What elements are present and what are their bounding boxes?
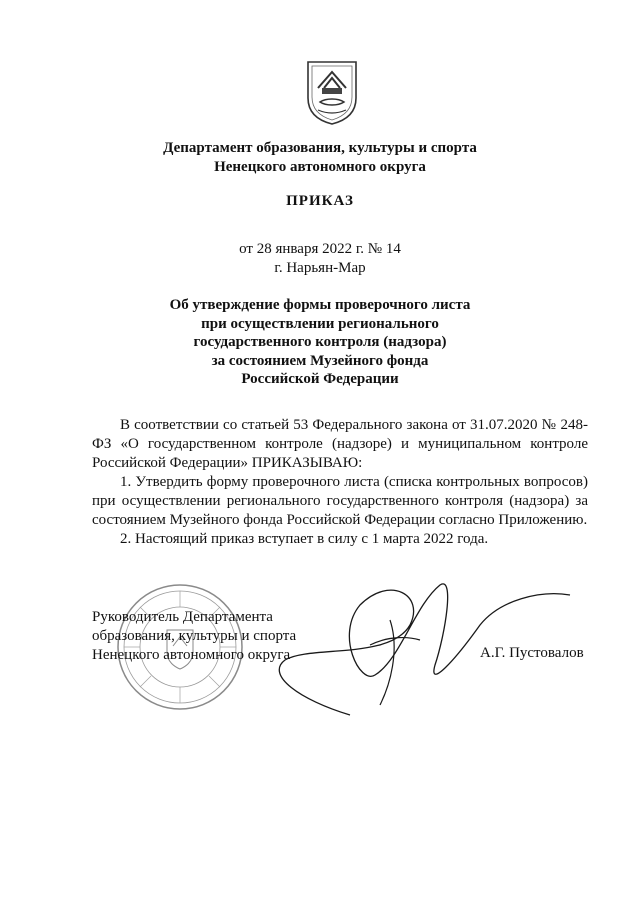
position-line-1: Руководитель Департамента bbox=[92, 609, 273, 625]
department-name bbox=[0, 139, 640, 177]
department-line-1: Департамент образования, культуры и спорта bbox=[163, 140, 477, 156]
handwritten-signature-icon bbox=[240, 565, 620, 725]
signer-name: А.Г. Пустовалов bbox=[480, 645, 584, 661]
subject-line-5: Российской Федерации bbox=[241, 371, 399, 387]
body-paragraph-2: 1. Утвердить форму проверочного листа (списка контрольных вопросов) при осуществлении регионального государственного контроля (надзора) за состоянием Музейного фонда Российской Федерации согласно Приложению. bbox=[92, 474, 588, 528]
position-line-3: Ненецкого автономного округа bbox=[92, 647, 291, 663]
subject-line-2: при осуществлении регионального bbox=[201, 315, 439, 332]
subject-line-4: за состоянием Музейного фонда bbox=[211, 352, 429, 369]
order-city: г. Нарьян-Мар bbox=[274, 260, 366, 276]
position-line-2: образования, культуры и спорта bbox=[92, 628, 297, 644]
order-meta bbox=[0, 240, 640, 278]
order-subject bbox=[0, 296, 640, 389]
body-paragraph-1: В соответствии со статьей 53 Федерального закона от 31.07.2020 № 248-ФЗ «О государственном контроле (надзоре) и муниципальном контроле Российской Федерации» ПРИКАЗЫВАЮ: bbox=[92, 417, 588, 471]
coat-of-arms-icon bbox=[304, 58, 360, 126]
subject-line-3: государственного контроля (надзора) bbox=[193, 334, 447, 350]
order-date-number: от 28 января 2022 г. № 14 bbox=[239, 241, 401, 257]
order-body bbox=[92, 416, 588, 549]
subject-line-1: Об утверждение формы проверочного листа bbox=[169, 297, 471, 313]
body-paragraph-3: 2. Настоящий приказ вступает в силу с 1 марта 2022 года. bbox=[120, 531, 489, 547]
order-title: ПРИКАЗ bbox=[286, 193, 354, 209]
department-line-2: Ненецкого автономного округа bbox=[214, 159, 426, 175]
